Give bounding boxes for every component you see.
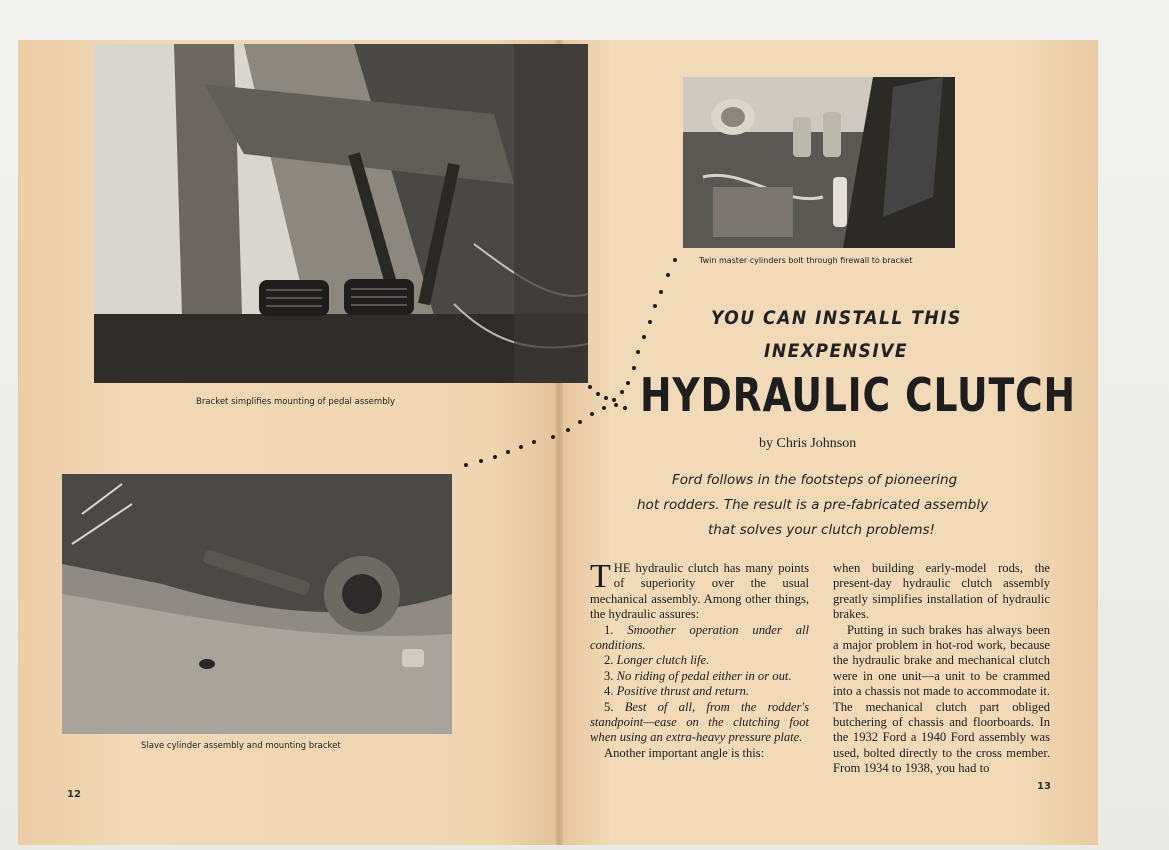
deck-line-2: hot rodders. The result is a pre-fabricated assembly xyxy=(637,497,989,513)
article-column-2 xyxy=(833,561,1050,777)
kicker-line-1: YOU CAN INSTALL THIS xyxy=(711,307,962,329)
kicker-line-2: INEXPENSIVE xyxy=(764,340,909,362)
article-headline: HYDRAULIC CLUTCH xyxy=(640,368,1076,422)
intro-paragraph xyxy=(590,558,809,623)
page-number-left: 12 xyxy=(67,789,81,800)
article-byline: by Chris Johnson xyxy=(759,436,857,451)
column-2-paragraph-1: when building early-model rods, the present-day hydraulic clutch assembly greatly simplifies installation of hydraulic brakes. xyxy=(833,561,1050,622)
closing-paragraph: Another important angle is this: xyxy=(604,745,765,760)
list-item: 2. Longer clutch life. xyxy=(604,653,710,668)
intro-text: HE hydraulic clutch has many points of superiority over the usual mechanical assembly. Among other things, the hydraulic assures: xyxy=(590,561,809,622)
article-column-1 xyxy=(590,558,809,761)
slave-photo-caption: Slave cylinder assembly and mounting bracket xyxy=(141,741,341,751)
drop-cap: T xyxy=(590,558,611,595)
deck-line-3: that solves your clutch problems! xyxy=(708,522,935,538)
list-item: 4. Positive thrust and return. xyxy=(604,684,750,699)
pedal-assembly-photo xyxy=(94,44,588,383)
master-photo-caption: Twin master cylinders bolt through firewall to bracket xyxy=(699,256,913,265)
deck-line-1: Ford follows in the footsteps of pioneering xyxy=(672,472,958,488)
list-item: 1. Smoother operation under all conditions. xyxy=(590,622,809,653)
pedal-photo-caption: Bracket simplifies mounting of pedal assembly xyxy=(196,397,395,407)
page-number-right: 13 xyxy=(1037,781,1051,792)
column-2-paragraph-2: Putting in such brakes has always been a major problem in hot-rod work, because the hydraulic brake and mechanical clutch were in one unit—a unit to be crammed into a chassis not made to accommodate it. The mechanical clutch part obliged butchering of chassis and floorboards. In the 1932 Ford a 1940 Ford assembly was used, bolted directly to the cross member. From 1934 to 1938, you had to xyxy=(833,622,1050,776)
list-item: 3. No riding of pedal either in or out. xyxy=(604,668,792,683)
master-cylinders-photo xyxy=(683,77,955,248)
list-item: 5. Best of all, from the rodder's standpoint—ease on the clutching foot when using an extra-heavy pressure plate. xyxy=(590,699,809,745)
slave-cylinder-photo xyxy=(62,474,452,734)
